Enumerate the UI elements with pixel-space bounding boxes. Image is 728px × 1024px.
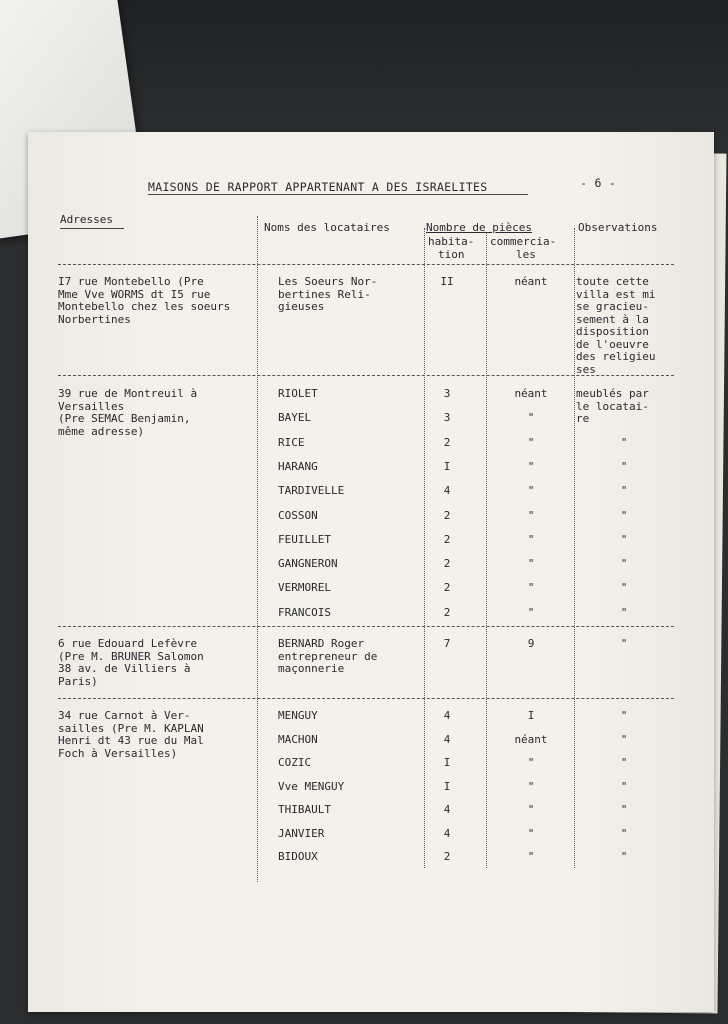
header-commerciales-2: les [516,248,536,261]
observation: meublés par [576,387,649,400]
tenant-name: COZIC [278,756,312,769]
habitation-count: 4 [443,709,451,722]
tenant-name: JANVIER [278,826,325,840]
observation: re [576,412,590,425]
observation: de l'oeuvre [576,337,649,351]
tenant-name: HARANG [278,459,318,473]
commercial-count: " [527,435,535,449]
commercial-count: " [527,484,535,498]
habitation-count: 4 [443,826,451,840]
observation: se gracieu- [576,300,649,313]
header-commerciales-1: commercia- [490,235,557,248]
tenant-name: TARDIVELLE [278,484,345,498]
address-line: Paris) [58,674,98,688]
observation: " [620,826,628,840]
habitation-count: 2 [443,508,451,522]
address-line: Foch à Versailles) [58,746,178,760]
observation: sement à la [576,312,649,326]
title-underline [148,194,528,195]
address-line: 38 av. de Villiers à [58,662,191,675]
habitation-count: I [443,756,451,769]
tenant-name: RICE [278,435,305,449]
commercial-count: " [527,605,535,619]
address-line: Norbertines [58,312,131,326]
document-page [28,132,714,1012]
tenant-name: BIDOUX [278,850,318,863]
tenant-name: Les Soeurs Nor- [278,275,378,288]
habitation-count: 2 [443,557,451,571]
habitation-count: 2 [443,532,451,546]
observation: " [620,850,628,863]
header-locataires: Noms des locataires [264,221,390,234]
habitation-count: 3 [443,387,451,400]
tenant-name: Vve MENGUY [278,779,345,793]
address-line: Versailles [58,399,125,413]
habitation-count: 3 [443,411,451,425]
commercial-count: " [527,581,535,595]
habitation-count: 2 [443,605,451,619]
address-line: même adresse) [58,424,145,438]
observation: " [620,508,628,522]
address-line: 34 rue Carnot à Ver- [58,709,191,722]
habitation-count: 2 [443,581,451,595]
habitation-count: 2 [443,850,451,863]
address-line: 39 rue de Montreuil à [58,387,198,400]
observation: " [620,732,628,746]
column-separator [257,216,258,882]
tenant-name: MACHON [278,732,318,746]
address-line: (Pre M. BRUNER Salomon [58,649,204,663]
tenant-name: bertines Reli- [278,287,371,301]
observation: " [620,779,628,793]
commercial-count: " [527,779,535,793]
address-line: Henri dt 43 rue du Mal [58,734,204,747]
tenant-name: GANGNERON [278,557,338,571]
commercial-count: 9 [527,637,535,650]
commercial-count: " [527,850,535,863]
address-line: I7 rue Montebello (Pre [58,275,204,288]
observation: " [620,484,628,498]
tenant-name: COSSON [278,508,318,522]
commercial-count: " [527,756,535,769]
commercial-count: néant [514,732,548,746]
page-title: MAISONS DE RAPPORT APPARTENANT A DES ISRAELITES [148,180,488,194]
address-line: 6 rue Edouard Lefèvre [58,637,198,650]
observation: " [620,803,628,816]
address-line: (Pre SEMAC Benjamin, [58,412,191,425]
tenant-name: VERMOREL [278,581,331,595]
habitation-count: II [440,275,454,288]
commercial-count: néant [514,387,548,400]
page-number: - 6 - [580,176,617,190]
observation: le locatai- [576,399,649,413]
row-separator [58,698,674,699]
commercial-count: " [527,459,535,473]
address-line: sailles (Pre M. KAPLAN [58,721,204,735]
observation: des religieu [576,350,656,363]
header-habitation-1: habita- [428,235,475,248]
tenant-name: RIOLET [278,387,318,400]
tenant-name: THIBAULT [278,803,331,816]
row-separator [58,626,674,627]
address-line: Montebello chez les soeurs [58,300,231,313]
address-line: Mme Vve WORMS dt I5 rue [58,287,211,301]
observation: disposition [576,325,649,338]
column-separator [424,228,425,868]
habitation-count: 4 [443,484,451,498]
tenant-name: BAYEL [278,411,312,425]
tenant-name: MENGUY [278,709,318,722]
observation: " [620,435,628,449]
commercial-count: " [527,508,535,522]
habitation-count: I [443,779,451,793]
observation: " [620,709,628,722]
observation: " [620,637,628,650]
observation: " [620,581,628,595]
observation: " [620,459,628,473]
habitation-count: I [443,459,451,473]
observation: " [620,532,628,546]
header-adresses: Adresses [60,213,113,226]
tenant-name: maçonnerie [278,662,345,675]
habitation-count: 4 [443,803,451,816]
tenant-name: FRANCOIS [278,605,331,619]
tenant-name: FEUILLET [278,532,331,546]
commercial-count: néant [514,275,548,288]
commercial-count: " [527,532,535,546]
observation: toute cette [576,275,649,288]
commercial-count: " [527,803,535,816]
habitation-count: 2 [443,435,451,449]
habitation-count: 4 [443,732,451,746]
observation: " [620,557,628,571]
header-observations: Observations [578,221,658,234]
header-habitation-2: tion [438,248,465,261]
header-adresses-underline [60,228,124,229]
tenant-name: BERNARD Roger [278,637,365,650]
tenant-name: entrepreneur de [278,649,378,663]
observation: " [620,605,628,619]
column-separator [486,232,487,868]
commercial-count: I [527,709,535,722]
observation: ses [576,362,596,376]
observation: villa est mi [576,287,656,301]
tenant-name: gieuses [278,300,325,313]
observation: " [620,756,628,769]
commercial-count: " [527,826,535,840]
commercial-count: " [527,411,535,425]
column-separator [574,228,575,868]
habitation-count: 7 [443,637,451,650]
commercial-count: " [527,557,535,571]
row-separator [58,264,674,265]
header-pieces: Nombre de pièces [426,221,532,234]
